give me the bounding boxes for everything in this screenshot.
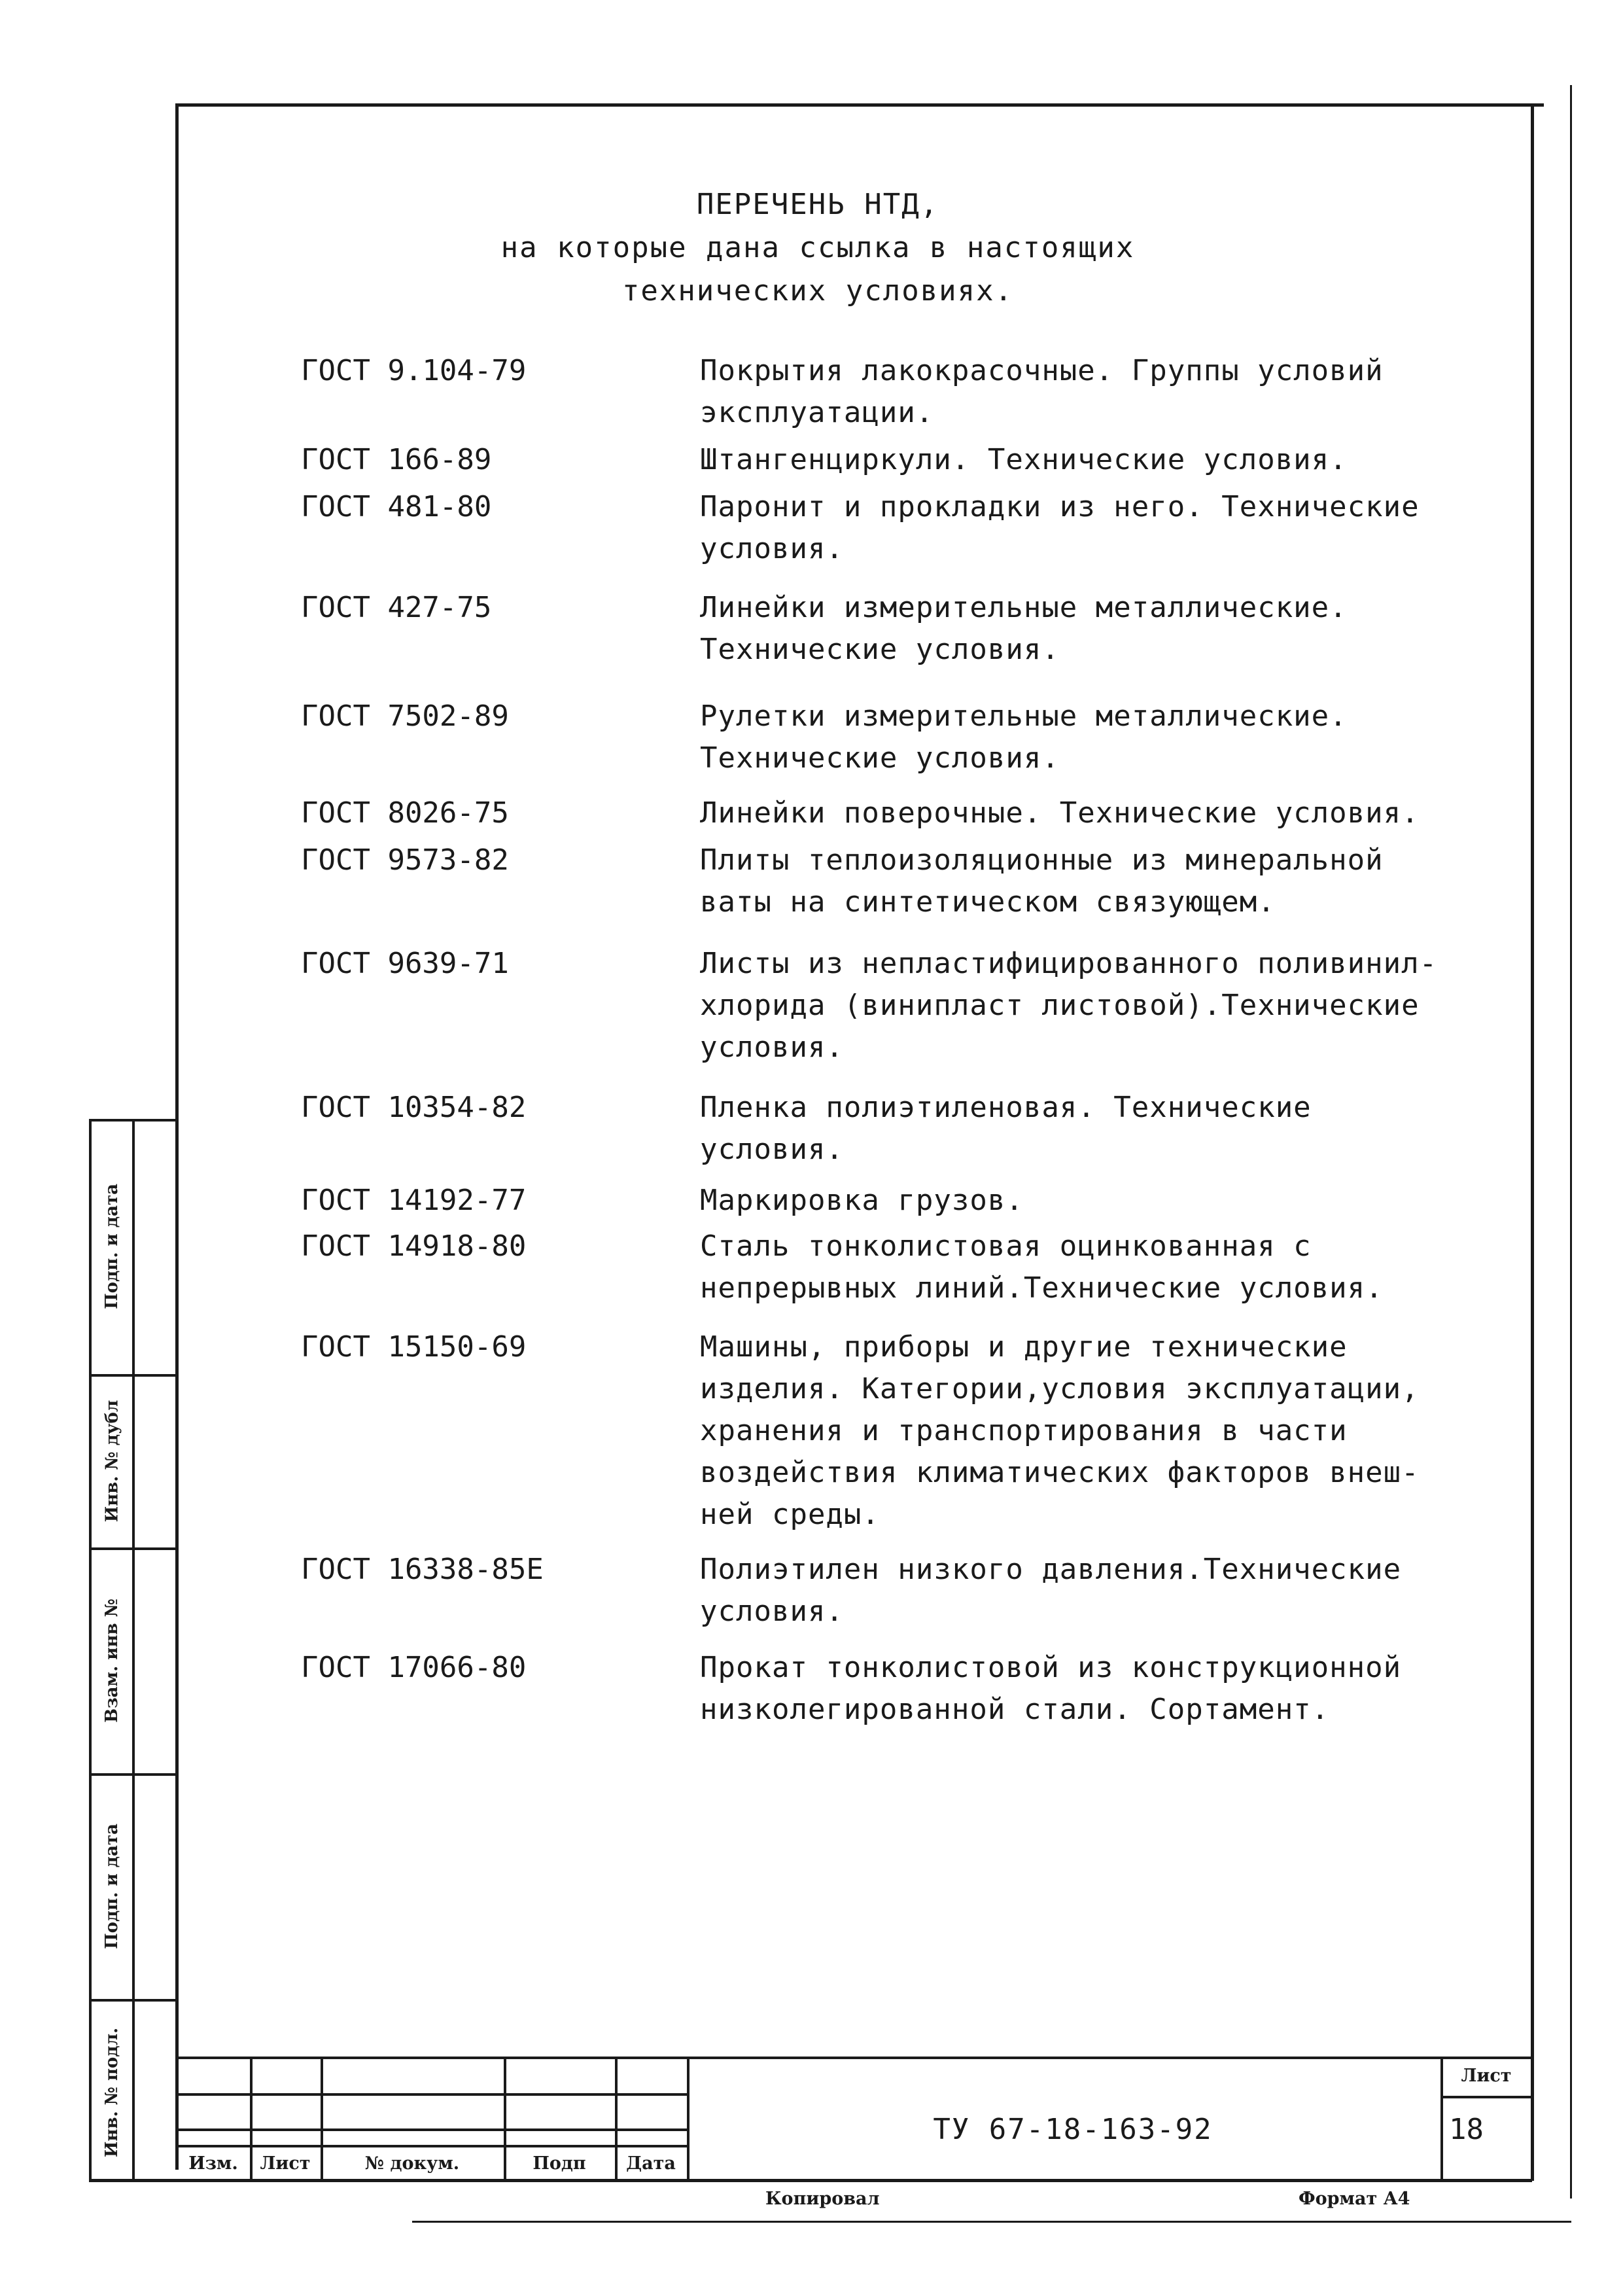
reference-code: ГОСТ 14192-77: [301, 1184, 527, 1217]
title-line-2: на которые дана ссылка в настоящих: [500, 231, 1135, 264]
reference-row: [301, 350, 1452, 434]
reference-row: [301, 1549, 1452, 1633]
reference-title: Полиэтилен низкого давления.Технические условия.: [700, 1553, 1402, 1628]
reference-row: [301, 1180, 1452, 1222]
reference-row: [301, 587, 1452, 671]
reference-title: Маркировка грузов.: [700, 1184, 1024, 1217]
reference-list: [301, 350, 1452, 1731]
reference-row: [301, 839, 1452, 923]
reference-title: Покрытия лакокрасочные. Группы условий эксплуатации.: [700, 354, 1384, 429]
reference-row: [301, 486, 1452, 570]
sheet-outer-bottom-edge: [412, 2221, 1571, 2223]
binding-strip-separator: [89, 1547, 175, 1550]
reference-code: ГОСТ 8026-75: [301, 796, 509, 830]
binding-strip-separator: [89, 1999, 175, 2002]
reference-code: ГОСТ 10354-82: [301, 1091, 527, 1124]
reference-title: Пленка полиэтиленовая. Технические условия.: [700, 1091, 1312, 1166]
stamp-column-line: [687, 2057, 689, 2181]
reference-title: Рулетки измерительные металлические. Технические условия.: [700, 699, 1348, 775]
binding-strip-separator: [89, 1119, 175, 1122]
reference-title: Паронит и прокладки из него. Технические условия.: [700, 490, 1420, 565]
side-label-inv-dubl: Инв. № дубл: [102, 1400, 122, 1522]
reference-title: Линейки поверочные. Технические условия.: [700, 796, 1420, 830]
title-line-1: ПЕРЕЧЕНЬ НТД,: [696, 188, 939, 221]
reference-code: ГОСТ 16338-85Е: [301, 1553, 544, 1586]
reference-code: ГОСТ 15150-69: [301, 1330, 527, 1364]
reference-title: Сталь тонколистовая оцинкованная с непрерывных линий.Технические условия.: [700, 1229, 1384, 1305]
reference-row: [301, 439, 1452, 481]
document-number: ТУ 67-18-163-92: [933, 2113, 1213, 2146]
reference-row: [301, 792, 1452, 834]
side-label-podp-data-1: Подп. и дата: [102, 1184, 122, 1309]
reference-row: [301, 1647, 1452, 1731]
stamp-row-line: [177, 2128, 687, 2131]
reference-row: [301, 1326, 1452, 1536]
stamp-row-line: [177, 2093, 687, 2096]
reference-code: ГОСТ 14918-80: [301, 1229, 527, 1263]
binding-strip-separator: [89, 1374, 175, 1377]
reference-title: Плиты теплоизоляционные из минеральной ваты на синтетическом связующем.: [700, 843, 1384, 919]
stamp-label-izm: Изм.: [188, 2153, 238, 2174]
binding-strip-column-line: [132, 1119, 135, 2182]
side-label-vzam-inv: Взам. инв №: [102, 1598, 122, 1723]
reference-code: ГОСТ 9639-71: [301, 947, 509, 980]
reference-title: Штангенциркули. Технические условия.: [700, 443, 1348, 476]
frame-left-border: [175, 103, 179, 2170]
reference-code: ГОСТ 9.104-79: [301, 354, 527, 387]
reference-row: [301, 1226, 1452, 1309]
sheet-number: 18: [1449, 2113, 1484, 2146]
reference-code: ГОСТ 427-75: [301, 591, 492, 624]
stamp-header-line: [177, 2145, 687, 2147]
reference-title: Листы из непластифицированного поливинил- хлорида (винипласт листовой).Технические условия.: [700, 947, 1438, 1064]
stamp-label-dokum: № докум.: [364, 2153, 460, 2174]
reference-row: [301, 696, 1452, 779]
stamp-top-line: [177, 2057, 1532, 2059]
title-line-3: технических условиях.: [621, 274, 1014, 308]
sheet-outer-edge: [1570, 85, 1572, 2199]
stamp-sheet-label: Лист: [1461, 2066, 1512, 2086]
reference-row: [301, 1087, 1452, 1171]
format-label: Формат А4: [1299, 2189, 1410, 2209]
reference-title: Линейки измерительные металлические. Технические условия.: [700, 591, 1348, 666]
stamp-label-list: Лист: [260, 2153, 311, 2174]
binding-strip-separator: [89, 1773, 175, 1776]
reference-row: [301, 943, 1452, 1069]
stamp-label-podp: Подп: [532, 2153, 586, 2174]
title-block-stamp: [177, 2057, 1532, 2181]
reference-code: ГОСТ 166-89: [301, 443, 492, 476]
stamp-sheet-line: [1440, 2096, 1532, 2098]
side-label-podp-data-2: Подп. и дата: [102, 1823, 122, 1949]
reference-code: ГОСТ 9573-82: [301, 843, 509, 877]
reference-code: ГОСТ 7502-89: [301, 699, 509, 733]
frame-top-border: [177, 103, 1544, 107]
reference-title: Машины, приборы и другие технические изделия. Категории,условия эксплуатации, хранения и транспортирования в части воздействия климатических факторов внеш- ней среды.: [700, 1330, 1420, 1531]
reference-code: ГОСТ 481-80: [301, 490, 492, 523]
copied-label: Копировал: [765, 2189, 880, 2209]
reference-code: ГОСТ 17066-80: [301, 1651, 527, 1684]
side-label-inv-podl: Инв. № подл.: [102, 2027, 122, 2157]
frame-right-border: [1531, 103, 1534, 2181]
stamp-label-data: Дата: [626, 2153, 676, 2174]
document-title: [196, 183, 1439, 313]
binding-strip: [89, 1119, 175, 2182]
reference-title: Прокат тонколистовой из конструкционной низколегированной стали. Сортамент.: [700, 1651, 1402, 1726]
